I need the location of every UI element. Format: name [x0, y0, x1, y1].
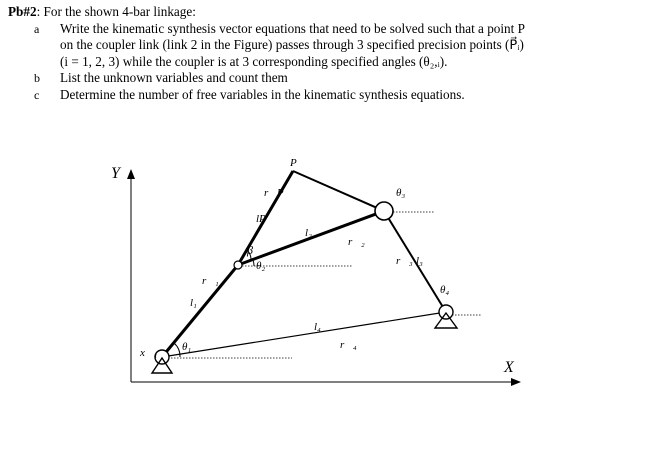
theta4-label: θ₄	[440, 284, 450, 296]
r1-label: r⃗₁	[202, 275, 219, 287]
point-p-label: P	[290, 157, 297, 169]
l1-label: l₁	[190, 297, 197, 309]
beta-label: β	[247, 243, 253, 257]
x-axis-label: X	[504, 359, 514, 376]
item-b-line1: List the unknown variables and count them	[60, 70, 288, 86]
item-a-line3: (i = 1, 2, 3) while the coupler is at 3 corresponding specified angles (θ₂,ᵢ).	[60, 53, 448, 69]
theta2-arc	[253, 260, 254, 266]
y-axis-label: Y	[111, 165, 120, 182]
theta1-label: θ₁	[182, 341, 192, 353]
link-l1	[162, 265, 238, 357]
l2-label: l₂	[305, 227, 312, 239]
item-c-letter: c	[34, 87, 40, 102]
theta2-label: θ₂	[256, 260, 266, 272]
item-b-letter: b	[34, 71, 40, 86]
coupler-point-link-p-to-joint	[293, 171, 384, 211]
r2-label: r⃗₂	[348, 236, 365, 248]
item-a-line2: on the coupler link (link 2 in the Figure) passes through 3 specified precision points (P⃗ᵢ)	[60, 37, 524, 53]
ground-link-l4	[162, 312, 446, 357]
x1-label: x⃗₁	[140, 347, 158, 359]
l3-label: l₃	[416, 255, 423, 267]
link-l3	[384, 211, 446, 312]
problem-intro: : For the shown 4-bar linkage:	[36, 4, 196, 19]
r4-label: r⃗₄	[340, 339, 357, 351]
rp-label: r⃗P	[264, 187, 284, 199]
problem-number: Pb#2	[8, 4, 37, 19]
item-c-line1: Determine the number of free variables in the kinematic synthesis equations.	[60, 86, 465, 102]
l4-label: l₄	[314, 321, 321, 333]
item-a-letter: a	[34, 21, 40, 36]
joint-coupler-rocker	[375, 202, 393, 220]
lp-label: lP	[256, 213, 266, 225]
theta3-label: θ₃	[396, 187, 406, 199]
r3-label: r⃗₃	[396, 255, 413, 267]
item-a-line1: Write the kinematic synthesis vector equations that need to be solved such that a point P	[60, 20, 525, 36]
joint-crank-coupler	[234, 261, 242, 269]
